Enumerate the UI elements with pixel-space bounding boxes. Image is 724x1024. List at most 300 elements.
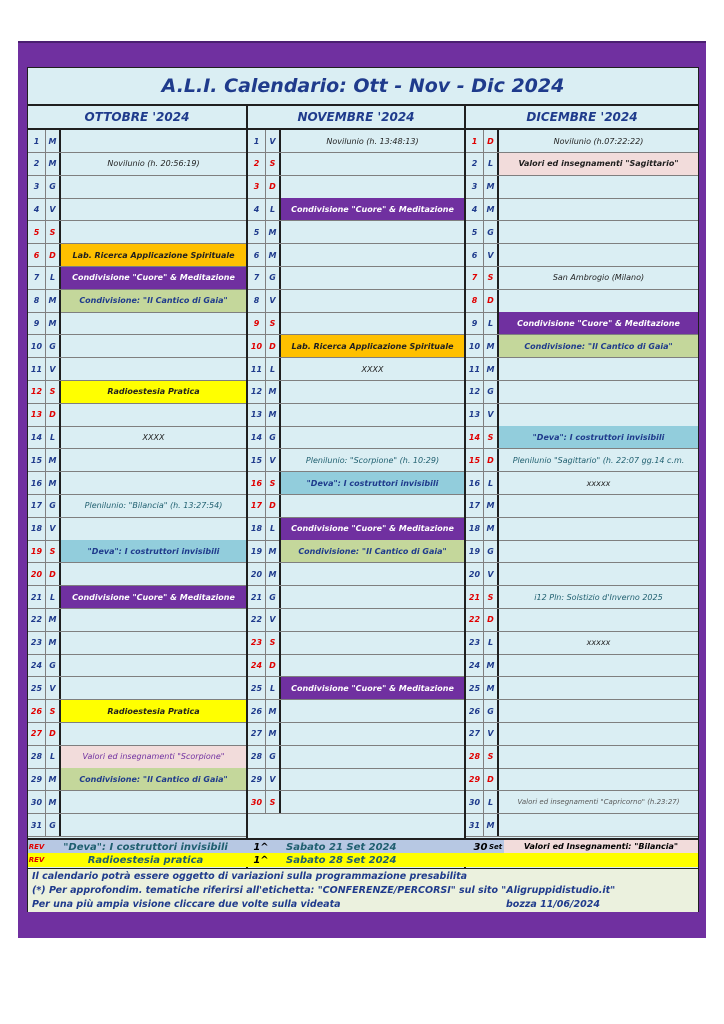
day-number: 24 bbox=[466, 654, 484, 676]
day-event bbox=[281, 267, 464, 289]
day-event bbox=[281, 176, 464, 198]
day-event bbox=[61, 677, 246, 699]
rev-tag: REV bbox=[28, 843, 45, 851]
day-number: 4 bbox=[28, 198, 46, 220]
day-event: Radioestesia Pratica bbox=[61, 381, 246, 403]
weekday-letter: M bbox=[484, 358, 499, 380]
day-number: 15 bbox=[28, 449, 46, 471]
day-number: 29 bbox=[248, 768, 266, 790]
weekday-letter: M bbox=[46, 609, 61, 631]
note-line: Il calendario potrà essere oggetto di variazioni sulla programmazione presabilita bbox=[32, 871, 468, 882]
day-event: "Deva": I costruttori invisibili bbox=[61, 540, 246, 562]
day-event bbox=[61, 791, 246, 813]
day-number: 5 bbox=[28, 221, 46, 243]
purple-frame bbox=[18, 41, 706, 938]
day-event bbox=[499, 244, 698, 266]
day-number: 7 bbox=[248, 267, 266, 289]
day-number: 18 bbox=[248, 518, 266, 540]
weekday-letter: L bbox=[266, 518, 281, 540]
day-event: "Deva": I costruttori invisibili bbox=[499, 426, 698, 448]
day-number: 30 bbox=[248, 791, 266, 813]
day-number: 3 bbox=[28, 176, 46, 198]
day-number: 26 bbox=[28, 700, 46, 722]
day-number: 12 bbox=[466, 381, 484, 403]
day-number: 25 bbox=[28, 677, 46, 699]
day-number: 27 bbox=[248, 723, 266, 745]
weekday-letter: V bbox=[266, 290, 281, 312]
day-row bbox=[466, 723, 698, 746]
weekday-letter: M bbox=[46, 768, 61, 790]
day-number: 21 bbox=[248, 586, 266, 608]
day-row bbox=[28, 267, 246, 290]
weekday-letter: M bbox=[46, 153, 61, 175]
day-event: Plenilunio "Sagittario" (h. 22:07 gg.14 c.m. bbox=[512, 455, 685, 465]
day-event: Novilunio (h.07:22:22) bbox=[553, 136, 644, 146]
day-event bbox=[61, 632, 246, 654]
weekday-letter: L bbox=[484, 632, 499, 654]
day-number: 24 bbox=[28, 654, 46, 676]
weekday-letter: V bbox=[484, 563, 499, 585]
weekday-letter: G bbox=[266, 426, 281, 448]
day-event bbox=[281, 495, 464, 517]
day-row bbox=[466, 267, 698, 290]
day-number: 7 bbox=[466, 267, 484, 289]
day-row bbox=[466, 632, 698, 655]
day-row bbox=[466, 130, 698, 153]
day-number: 4 bbox=[466, 198, 484, 220]
day-row bbox=[248, 244, 464, 267]
weekday-letter: S bbox=[46, 700, 61, 722]
day-row bbox=[466, 540, 698, 563]
weekday-letter: V bbox=[266, 449, 281, 471]
title-bar bbox=[28, 68, 698, 106]
day-row bbox=[466, 358, 698, 381]
day-number: 23 bbox=[466, 632, 484, 654]
weekday-letter: G bbox=[46, 176, 61, 198]
weekday-letter: D bbox=[484, 130, 499, 152]
day-number: 2 bbox=[248, 153, 266, 175]
day-event: Valori ed insegnamenti "Scorpione" bbox=[61, 746, 246, 768]
day-row bbox=[248, 563, 464, 586]
day-number: 17 bbox=[28, 495, 46, 517]
day-number: 22 bbox=[28, 609, 46, 631]
day-event bbox=[281, 381, 464, 403]
weekday-letter: D bbox=[46, 723, 61, 745]
weekday-letter: D bbox=[46, 404, 61, 426]
weekday-letter: M bbox=[484, 198, 499, 220]
day-row bbox=[28, 791, 246, 814]
day-row bbox=[466, 426, 698, 449]
day-row bbox=[248, 176, 464, 199]
day-number: 29 bbox=[28, 768, 46, 790]
day-number: 16 bbox=[466, 472, 484, 494]
day-number: 20 bbox=[28, 563, 46, 585]
day-number: 10 bbox=[28, 335, 46, 357]
day-event bbox=[499, 495, 698, 517]
day-row bbox=[248, 654, 464, 677]
column-divider bbox=[246, 106, 248, 870]
weekday-letter: M bbox=[266, 723, 281, 745]
day-row bbox=[248, 449, 464, 472]
weekday-letter: M bbox=[266, 540, 281, 562]
weekday-letter: L bbox=[46, 426, 61, 448]
day-row bbox=[28, 586, 246, 609]
day-row bbox=[248, 518, 464, 541]
weekday-letter: G bbox=[266, 586, 281, 608]
day-number: 1 bbox=[28, 130, 46, 152]
day-event: Condivisione: "Il Cantico di Gaia" bbox=[61, 290, 246, 312]
day-event: Lab. Ricerca Applicazione Spirituale bbox=[281, 335, 464, 357]
day-row bbox=[248, 609, 464, 632]
weekday-letter: V bbox=[484, 404, 499, 426]
day-number: 25 bbox=[466, 677, 484, 699]
day-row bbox=[28, 495, 246, 518]
day-event: San Ambrogio (Milano) bbox=[552, 273, 645, 283]
day-row bbox=[466, 768, 698, 791]
day-row bbox=[248, 723, 464, 746]
day-number: 20 bbox=[248, 563, 266, 585]
day-number: 8 bbox=[28, 290, 46, 312]
weekday-letter: S bbox=[46, 221, 61, 243]
day-number: 3 bbox=[466, 176, 484, 198]
day-event bbox=[61, 723, 246, 745]
day-row bbox=[466, 654, 698, 677]
weekday-letter: M bbox=[266, 700, 281, 722]
day-number: 1 bbox=[466, 130, 484, 152]
day-number: 30 bbox=[466, 791, 484, 813]
weekday-letter: M bbox=[46, 130, 61, 152]
day-event: Condivisione: "Il Cantico di Gaia" bbox=[499, 335, 698, 357]
weekday-letter: M bbox=[484, 335, 499, 357]
weekday-letter: L bbox=[46, 267, 61, 289]
weekday-letter: G bbox=[266, 746, 281, 768]
day-number: 26 bbox=[466, 700, 484, 722]
day-event bbox=[499, 358, 698, 380]
weekday-letter: M bbox=[266, 244, 281, 266]
day-event bbox=[281, 586, 464, 608]
day-number: 2 bbox=[466, 153, 484, 175]
weekday-letter: D bbox=[484, 609, 499, 631]
day-row bbox=[28, 632, 246, 655]
day-number: 11 bbox=[466, 358, 484, 380]
day-row bbox=[28, 426, 246, 449]
weekday-letter: L bbox=[46, 586, 61, 608]
weekday-letter: V bbox=[484, 244, 499, 266]
day-event bbox=[281, 768, 464, 790]
day-row bbox=[466, 290, 698, 313]
column-divider bbox=[464, 106, 466, 870]
day-event bbox=[499, 290, 698, 312]
day-number: 21 bbox=[28, 586, 46, 608]
rev-row bbox=[28, 853, 698, 867]
day-number: 18 bbox=[28, 518, 46, 540]
weekday-letter: V bbox=[46, 358, 61, 380]
day-number: 2 bbox=[28, 153, 46, 175]
day-event bbox=[281, 723, 464, 745]
day-row bbox=[248, 312, 464, 335]
weekday-letter: D bbox=[266, 176, 281, 198]
day-number: 10 bbox=[248, 335, 266, 357]
day-number: 28 bbox=[28, 746, 46, 768]
day-event bbox=[499, 768, 698, 790]
day-row bbox=[28, 198, 246, 221]
day-row bbox=[248, 335, 464, 358]
day-event bbox=[61, 472, 246, 494]
day-event: XXXX bbox=[361, 364, 384, 374]
day-row bbox=[466, 244, 698, 267]
day-row bbox=[28, 768, 246, 791]
day-number: 5 bbox=[248, 221, 266, 243]
weekday-letter: M bbox=[484, 495, 499, 517]
weekday-letter: G bbox=[484, 221, 499, 243]
weekday-letter: M bbox=[484, 654, 499, 676]
day-number: 17 bbox=[466, 495, 484, 517]
day-row bbox=[466, 312, 698, 335]
day-row bbox=[248, 472, 464, 495]
day-row bbox=[28, 449, 246, 472]
weekday-letter: D bbox=[484, 449, 499, 471]
day-row bbox=[248, 540, 464, 563]
day-event bbox=[61, 518, 246, 540]
rev-right: Valori ed Insegnamenti: "Bilancia" bbox=[504, 840, 698, 854]
rev-date: Sabato 28 Set 2024 bbox=[286, 854, 397, 866]
day-number: 29 bbox=[466, 768, 484, 790]
day-event bbox=[499, 221, 698, 243]
day-row bbox=[466, 472, 698, 495]
day-number: 14 bbox=[466, 426, 484, 448]
draft-date: bozza 11/06/2024 bbox=[506, 899, 600, 910]
weekday-letter: S bbox=[484, 586, 499, 608]
weekday-letter: M bbox=[266, 404, 281, 426]
day-number: 11 bbox=[248, 358, 266, 380]
day-row bbox=[28, 654, 246, 677]
day-event bbox=[499, 176, 698, 198]
day-number: 14 bbox=[248, 426, 266, 448]
day-number: 20 bbox=[466, 563, 484, 585]
day-number: 19 bbox=[466, 540, 484, 562]
day-event bbox=[499, 518, 698, 540]
day-number: 6 bbox=[28, 244, 46, 266]
weekday-letter: M bbox=[484, 176, 499, 198]
day-row bbox=[28, 540, 246, 563]
day-number: 13 bbox=[466, 404, 484, 426]
day-event bbox=[281, 609, 464, 631]
day-row bbox=[466, 609, 698, 632]
day-event: XXXX bbox=[142, 432, 165, 442]
day-number: 3 bbox=[248, 176, 266, 198]
day-row bbox=[248, 221, 464, 244]
weekday-letter: V bbox=[46, 677, 61, 699]
day-event: Condivisione "Cuore" & Meditazione bbox=[499, 312, 698, 334]
day-event bbox=[499, 198, 698, 220]
weekday-letter: G bbox=[46, 814, 61, 836]
weekday-letter: L bbox=[484, 472, 499, 494]
month-header-november: NOVEMBRE '2024 bbox=[248, 106, 464, 130]
day-number: 30 bbox=[28, 791, 46, 813]
day-number: 17 bbox=[248, 495, 266, 517]
day-row bbox=[248, 426, 464, 449]
weekday-letter: G bbox=[46, 654, 61, 676]
day-row bbox=[466, 335, 698, 358]
day-event bbox=[61, 358, 246, 380]
day-event: Condivisione "Cuore" & Meditazione bbox=[281, 198, 464, 220]
weekday-letter: D bbox=[46, 244, 61, 266]
day-row bbox=[248, 768, 464, 791]
weekday-letter: L bbox=[266, 198, 281, 220]
day-row bbox=[248, 746, 464, 769]
day-number: 11 bbox=[28, 358, 46, 380]
weekday-letter: D bbox=[46, 563, 61, 585]
day-number: 12 bbox=[28, 381, 46, 403]
weekday-letter: M bbox=[46, 632, 61, 654]
day-number: 16 bbox=[248, 472, 266, 494]
day-number: 13 bbox=[28, 404, 46, 426]
day-row bbox=[248, 791, 464, 814]
day-event: xxxxx bbox=[586, 638, 611, 648]
day-event bbox=[499, 814, 698, 836]
weekday-letter: S bbox=[266, 153, 281, 175]
day-number: 18 bbox=[466, 518, 484, 540]
day-event bbox=[281, 312, 464, 334]
day-number: 27 bbox=[28, 723, 46, 745]
month-header-october: OTTOBRE '2024 bbox=[28, 106, 246, 130]
day-number: 14 bbox=[28, 426, 46, 448]
calendar-sheet bbox=[27, 67, 699, 912]
weekday-letter: G bbox=[484, 700, 499, 722]
day-event bbox=[281, 426, 464, 448]
weekday-letter: M bbox=[484, 814, 499, 836]
day-number: 19 bbox=[248, 540, 266, 562]
day-row bbox=[28, 312, 246, 335]
day-event bbox=[499, 677, 698, 699]
day-event: Condivisione: "Il Cantico di Gaia" bbox=[61, 768, 246, 790]
day-number: 23 bbox=[28, 632, 46, 654]
day-row bbox=[466, 198, 698, 221]
weekday-letter: L bbox=[484, 153, 499, 175]
day-number: 22 bbox=[248, 609, 266, 631]
day-number: 10 bbox=[466, 335, 484, 357]
day-row bbox=[28, 700, 246, 723]
weekday-letter: L bbox=[484, 791, 499, 813]
day-event: xxxxx bbox=[586, 478, 611, 488]
day-row bbox=[248, 677, 464, 700]
day-number: 6 bbox=[466, 244, 484, 266]
rev-mark: 1^ bbox=[253, 841, 269, 853]
rev-mark: 1^ bbox=[253, 854, 269, 866]
rev-date: Sabato 21 Set 2024 bbox=[286, 841, 397, 853]
weekday-letter: S bbox=[266, 791, 281, 813]
day-number: 24 bbox=[248, 654, 266, 676]
day-event bbox=[281, 153, 464, 175]
day-number: 15 bbox=[248, 449, 266, 471]
weekday-letter: D bbox=[484, 768, 499, 790]
day-number: 6 bbox=[248, 244, 266, 266]
day-row bbox=[28, 563, 246, 586]
day-row bbox=[248, 700, 464, 723]
day-event: Novilunio (h. 20:56:19) bbox=[107, 159, 200, 169]
weekday-letter: G bbox=[484, 540, 499, 562]
day-row bbox=[466, 153, 698, 176]
day-event bbox=[281, 700, 464, 722]
day-event bbox=[499, 540, 698, 562]
day-event: Valori ed insegnamenti "Capricorno" (h.23:27) bbox=[517, 798, 680, 807]
weekday-letter: V bbox=[484, 723, 499, 745]
weekday-letter: D bbox=[266, 495, 281, 517]
day-event: Condivisione "Cuore" & Meditazione bbox=[281, 677, 464, 699]
weekday-letter: M bbox=[46, 472, 61, 494]
day-number: 8 bbox=[248, 290, 266, 312]
rev-event: "Deva": I costruttori invisibili bbox=[63, 841, 228, 853]
day-event bbox=[281, 244, 464, 266]
day-row bbox=[28, 723, 246, 746]
day-row bbox=[248, 153, 464, 176]
weekday-letter: S bbox=[46, 540, 61, 562]
day-number: 1 bbox=[248, 130, 266, 152]
day-number: 5 bbox=[466, 221, 484, 243]
day-row bbox=[466, 221, 698, 244]
day-event bbox=[61, 130, 246, 152]
day-row bbox=[466, 814, 698, 837]
day-row bbox=[28, 176, 246, 199]
day-event: Novilunio (h. 13:48:13) bbox=[326, 136, 419, 146]
day-event bbox=[281, 746, 464, 768]
weekday-letter: G bbox=[46, 335, 61, 357]
day-row bbox=[28, 358, 246, 381]
day-row bbox=[248, 586, 464, 609]
weekday-letter: S bbox=[484, 426, 499, 448]
day-event bbox=[281, 563, 464, 585]
day-row bbox=[248, 130, 464, 153]
day-event bbox=[61, 563, 246, 585]
day-event bbox=[61, 312, 246, 334]
day-event: Radioestesia Pratica bbox=[61, 700, 246, 722]
day-event: Condivisione: "Il Cantico di Gaia" bbox=[281, 540, 464, 562]
day-row bbox=[466, 176, 698, 199]
day-row bbox=[466, 518, 698, 541]
day-event: "Deva": I costruttori invisibili bbox=[281, 472, 464, 494]
day-event bbox=[61, 221, 246, 243]
day-row bbox=[28, 290, 246, 313]
notes-box bbox=[28, 868, 698, 912]
day-number: 19 bbox=[28, 540, 46, 562]
day-row bbox=[28, 472, 246, 495]
weekday-letter: M bbox=[266, 563, 281, 585]
day-event: Valori ed insegnamenti "Sagittario" bbox=[499, 153, 698, 175]
day-number: 8 bbox=[466, 290, 484, 312]
weekday-letter: D bbox=[266, 335, 281, 357]
weekday-letter: G bbox=[484, 381, 499, 403]
day-event: Plenilunio: "Scorpione" (h. 10:29) bbox=[305, 455, 440, 465]
day-row bbox=[28, 335, 246, 358]
day-row bbox=[28, 153, 246, 176]
day-event bbox=[499, 404, 698, 426]
day-number: 15 bbox=[466, 449, 484, 471]
weekday-letter: L bbox=[46, 746, 61, 768]
day-number: 25 bbox=[248, 677, 266, 699]
page-title: A.L.I. Calendario: Ott - Nov - Dic 2024 bbox=[161, 75, 565, 97]
weekday-letter: V bbox=[46, 198, 61, 220]
day-row bbox=[466, 791, 698, 814]
day-number: 28 bbox=[466, 746, 484, 768]
day-row bbox=[466, 586, 698, 609]
weekday-letter: L bbox=[484, 312, 499, 334]
day-row bbox=[466, 495, 698, 518]
day-row bbox=[248, 632, 464, 655]
day-number: 31 bbox=[28, 814, 46, 836]
day-event bbox=[61, 654, 246, 676]
weekday-letter: G bbox=[46, 495, 61, 517]
day-row bbox=[248, 358, 464, 381]
